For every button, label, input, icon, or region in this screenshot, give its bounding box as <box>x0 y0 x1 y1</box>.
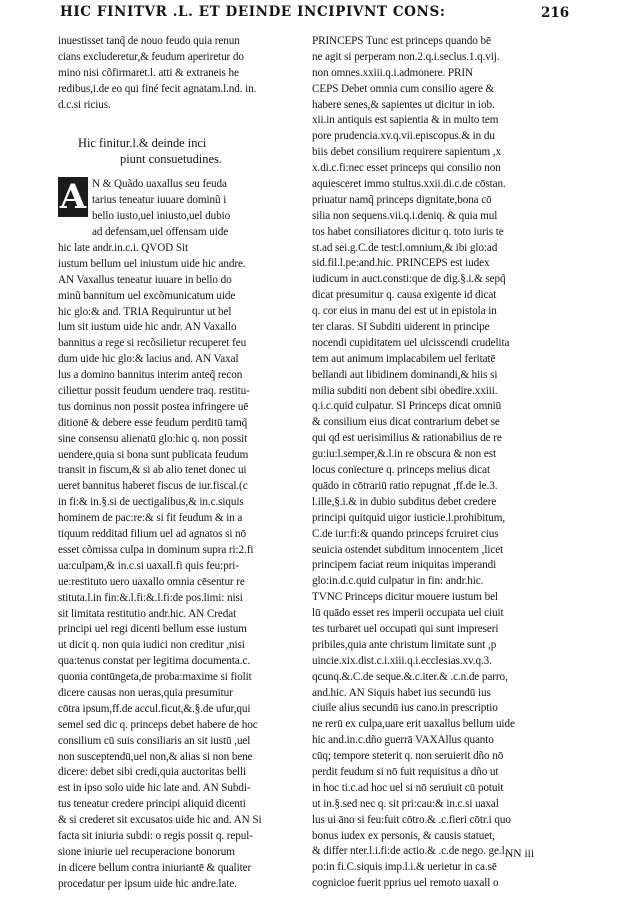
text-line: in dicere bellum contra iniuriantē & qualiter <box>58 861 252 874</box>
text-line: pore prudencia.xv.q.vii.episcopus.& in du <box>312 130 495 143</box>
text-line: semel sed dic q. princeps debet habere de hoc <box>58 718 258 731</box>
text-line: sione iniurie uel recuperacione bonorum <box>58 845 235 858</box>
text-line: C.de iur:fi:& quando princeps fcruiret cius <box>312 527 499 540</box>
text-line: tus dominus non possit postea infringere uē <box>58 400 249 413</box>
text-line: aquiesceret immo stultus.xxii.di.c.de cōstan. <box>312 178 506 191</box>
text-line: ciliettur possit feudum uendere traq. restitu- <box>58 385 250 398</box>
text-line: locus conïecture q. princeps melius dicat <box>312 464 490 477</box>
decorated-initial: A <box>59 177 87 218</box>
text-line: cūq; tempore steterit q. non seruierit dño nō <box>312 750 504 763</box>
text-line: sine consensu alienatū glo:hic q. non possit <box>58 432 248 445</box>
section-heading: piunt consuetudines. <box>120 152 222 167</box>
text-line: ter claras. SI Subditi uiderent in principe <box>312 321 490 334</box>
text-line: tiquum redditad filium uel ad agnatos si nō <box>58 528 247 541</box>
text-line: tem aut animum implacabilem uel feritatē <box>312 352 496 365</box>
text-line: dicere: debet sibi credi,quia auctoritas belli <box>58 766 246 779</box>
spacer <box>58 167 303 177</box>
text-line: in fi:& in.§.si de uectigalibus,& in.c.siquis <box>58 496 244 509</box>
text-line: inuestisset tanq̃ de nouo feudo quia renun <box>58 35 240 47</box>
text-line: qua:tenus constat per legitima documenta.c. <box>58 655 251 668</box>
text-line: lū quādo esset res imperii occupata uel ciuit <box>312 607 504 620</box>
text-line: seuicia ostendet subditum innocentem ,licet <box>312 543 504 556</box>
text-line: ne rerū ex culpa,uare erit uaxallus bellum uide <box>312 718 515 731</box>
text-line: x.di.c.fi:nec esset princeps qui consilio non <box>312 162 501 175</box>
text-line: ditionē & debere esse feudum perditū tamq̃ <box>58 416 248 429</box>
text-line: q.i.c.quid culpatur. SI Princeps dicat omniū <box>312 400 502 413</box>
text-line: ad defensam,uel offensam uide <box>92 226 229 239</box>
text-line: facta sit iniuria subdi: o regis possit q. repul- <box>58 829 253 842</box>
text-line: dum uide hic glo:& lacius and. AN Vaxal <box>58 353 239 366</box>
text-line: nocendi cupiditatem uel ulcisscendi crudelita <box>312 336 510 349</box>
text-line: quādo in cōtrariū ratio repugnat ,ff.de le.3. <box>312 479 498 492</box>
text-line: ueret bannitus haberet fiscus de iur.fiscal.(c <box>58 480 248 493</box>
text-line: in hoc ti.c.ad hoc uel si nō seruiuit cū potuit <box>312 781 504 794</box>
text-line: ut in.§.sed nec q. sit pri:cau:& in.c.si uaxal <box>312 797 499 810</box>
text-line: po:in fi.C.siquis imp.l.i.& uerietur in ca.sē <box>312 861 497 874</box>
right-column <box>312 34 560 890</box>
text-line: stituta.l.in fin:&.l.fi:&.l.fi:de pos.limi: nisi <box>58 591 243 604</box>
text-line: & si crederet sit excusatos uide hic and. AN Si <box>58 814 262 827</box>
dropcap-block <box>58 177 303 241</box>
text-line: PRINCEPS Tunc est princeps quando bē <box>312 35 491 47</box>
text-line: hominem de pac:re:& si fit feudum & in a <box>58 512 243 525</box>
section-heading: Hic finitur.l.& deinde inci <box>78 136 207 151</box>
text-line: perdit feudum si nō fuit requisitus a dño ut <box>312 765 499 778</box>
text-line: habere senes,& sapientes ut dicitur in iob. <box>312 98 495 111</box>
text-line: cōtra ipsum,ff.de accul.ficut,&.§.de ufur,qui <box>58 702 251 715</box>
text-line: non omnes.xxiii.q.i.admonere. PRIN <box>312 66 473 79</box>
left-column <box>58 34 303 890</box>
text-line: xii.in antiquis est sapientia & in multo tem <box>312 114 499 127</box>
text-line: tes turbaret uel occupati qui sunt impreseri <box>312 622 499 635</box>
text-line: minũ bannitum uel excõmunicatum uide <box>58 289 236 302</box>
text-line: AN Vaxallus teneatur iuuare in bello do <box>58 273 232 286</box>
text-line: principem faciat reum iniquitas imperandi <box>312 559 497 572</box>
text-line: and.hic. AN Siquis habet ius secundū ius <box>312 686 491 699</box>
text-line: & consilium eius dicat contrarium debet se <box>312 416 500 429</box>
text-line: tus teneatur credere principi aliquid dicenti <box>58 798 246 811</box>
text-line: ue:restituto uero uaxallo omnia cēsentur re <box>58 575 245 588</box>
text-line: mino nisi cõfirmaret.l. atti & extraneis he <box>58 66 239 79</box>
left-body-text <box>58 241 303 893</box>
text-line: consilium cū suis consiliaris an sit iustū ,uel <box>58 734 251 747</box>
folio-number: 216 <box>541 5 570 21</box>
text-line: hic late andr.in.c.i. QVOD Sit <box>58 242 188 255</box>
text-line: redibus,i.de eo qui finé fecit agnatam.l.nd. in. <box>58 82 257 95</box>
text-line: esset cõmissa culpa in dominum supra ri:2.fi <box>58 543 254 556</box>
text-line: principi quitquid uigor iusticie.l.prohibitum, <box>312 511 506 524</box>
text-line: cians excluderetur,& feudum aperiretur do <box>58 50 244 63</box>
text-line: cognicioe fuerit pprius uel remoto uaxall o <box>312 877 499 890</box>
text-line: hic and.in.c.dño guerrā VAXAllus quanto <box>312 734 494 747</box>
text-line: lus a domino bannitus interim anteq̃ recon <box>58 369 243 382</box>
text-line: gu:iu:l.semper,&.l.in re obscura & non est <box>312 448 496 461</box>
text-line: sid.fil.l.pe:and.hic. PRINCEPS est iudex <box>312 257 490 270</box>
text-line: lum sit iustum uide hic andr. AN Vaxallo <box>58 321 237 334</box>
text-line: tarius teneatur iuuare dominũ i <box>92 194 227 207</box>
text-line: bannitus a rege si recõsilietur recuperet feu <box>58 337 247 350</box>
text-line: ut dicit q. non quia iudici non creditur ,nisi <box>58 639 245 652</box>
text-line: ciuile alius secundū ius cano.in prescriptio <box>312 702 498 715</box>
text-line: N & Quãdo uaxallus seu feuda <box>92 178 227 191</box>
text-line: quonia contūngeta,de proba:maxime si fiolit <box>58 671 252 684</box>
text-line: tos habet consiliatores dicitur q. toto iuris te <box>312 225 504 238</box>
text-line: iudicum in auct.consti:que de dig.§.i.& sepq̃ <box>312 273 506 286</box>
text-line: bello iusto,uel iniusto,uel dubio <box>92 210 231 223</box>
text-line: procedatur per ipsum uide hic andre.late. <box>58 877 237 890</box>
text-line: dicat presumitur q. causa exigente id dicat <box>312 289 497 302</box>
spacer <box>58 113 303 135</box>
text-line: principi uel regi dicenti bellum esse iustum <box>58 623 247 636</box>
text-line: q. cor eius in manu dei est ut in epistola in <box>312 305 497 318</box>
text-line: uincie.xix.dist.c.i.xiii.q.i.ecclesias.xv.q.3. <box>312 654 492 667</box>
text-line: hic glo:& and. TRIA Requiruntur ut bel <box>58 305 232 318</box>
text-line: qui qd est uerisimilius & rationabilius de re <box>312 432 502 445</box>
text-line: bonus iudex ex personis, & causis statuet, <box>312 829 495 842</box>
text-line: & differ nter.l.i.fi:de actio.& .c.de nego. ge.l. <box>312 845 508 858</box>
text-line: ne agit si perperam non.2.q.i.seclus.1.q.vij. <box>312 50 500 63</box>
text-line: iustum bellum uel iniustum uide hic andre. <box>58 257 246 270</box>
text-line: ua:culpam,& in.c.si uaxall.fi quis feu:pri- <box>58 559 239 572</box>
text-line: sit limitata restitutio andr.hic. AN Credat <box>58 607 237 620</box>
text-line: lus ui āno si feu:fuit cōtro.& .c.fieri cōtr.i quo <box>312 813 511 826</box>
text-line: pribiles,quia ante christum limitate sunt ,p <box>312 638 497 651</box>
text-line: silia non sequens.vii.q.i.deniq. & quia mul <box>312 209 498 222</box>
text-line: st.ad sei.g.C.de test:l.omnium,& ibi glo:ad <box>312 241 498 254</box>
text-line: TVNC Princeps dicitur mouere iustum bel <box>312 591 498 604</box>
text-line: d.c.si ricius. <box>58 98 111 111</box>
text-line: priuatur namq̃ princeps dignitate,bona cō <box>312 193 492 206</box>
text-line: bellandi aut libidinem dominandi,& hiis si <box>312 368 498 381</box>
text-line: CEPS Debet omnia cum consilio agere & <box>312 82 495 95</box>
text-line: qcunq.&.C.de seque.&.c.iter.& .c.n.de parro, <box>312 670 508 683</box>
text-line: l.ille,§.i.& in dubio subditus debet credere <box>312 495 497 508</box>
text-line: transit in fiscum,& si ab alio tenet donec ui <box>58 464 247 477</box>
running-title: HIC FINITVR .L. ET DEINDE INCIPIVNT CONS: <box>60 4 446 20</box>
text-line: uendere,quia si bona sunt publicata feudum <box>58 448 249 461</box>
text-line: milia subditi non debent sibi obedire.xxiii. <box>312 384 498 397</box>
text-line: non susceptendū,uel non,& alias si non bene <box>58 750 253 763</box>
right-body-text <box>312 34 560 892</box>
text-line: est in ipso solo uide hic late and. AN Subdi- <box>58 782 251 795</box>
text-line: biis debet consilium requirere sapientum ,x <box>312 146 501 159</box>
catchword-signature: NN iii <box>505 848 535 860</box>
text-line: dicere causas non ueras,quia presumitur <box>58 686 233 699</box>
text-line: glo:in.d.c.quid culpatur in fin: andr.hic. <box>312 575 484 588</box>
